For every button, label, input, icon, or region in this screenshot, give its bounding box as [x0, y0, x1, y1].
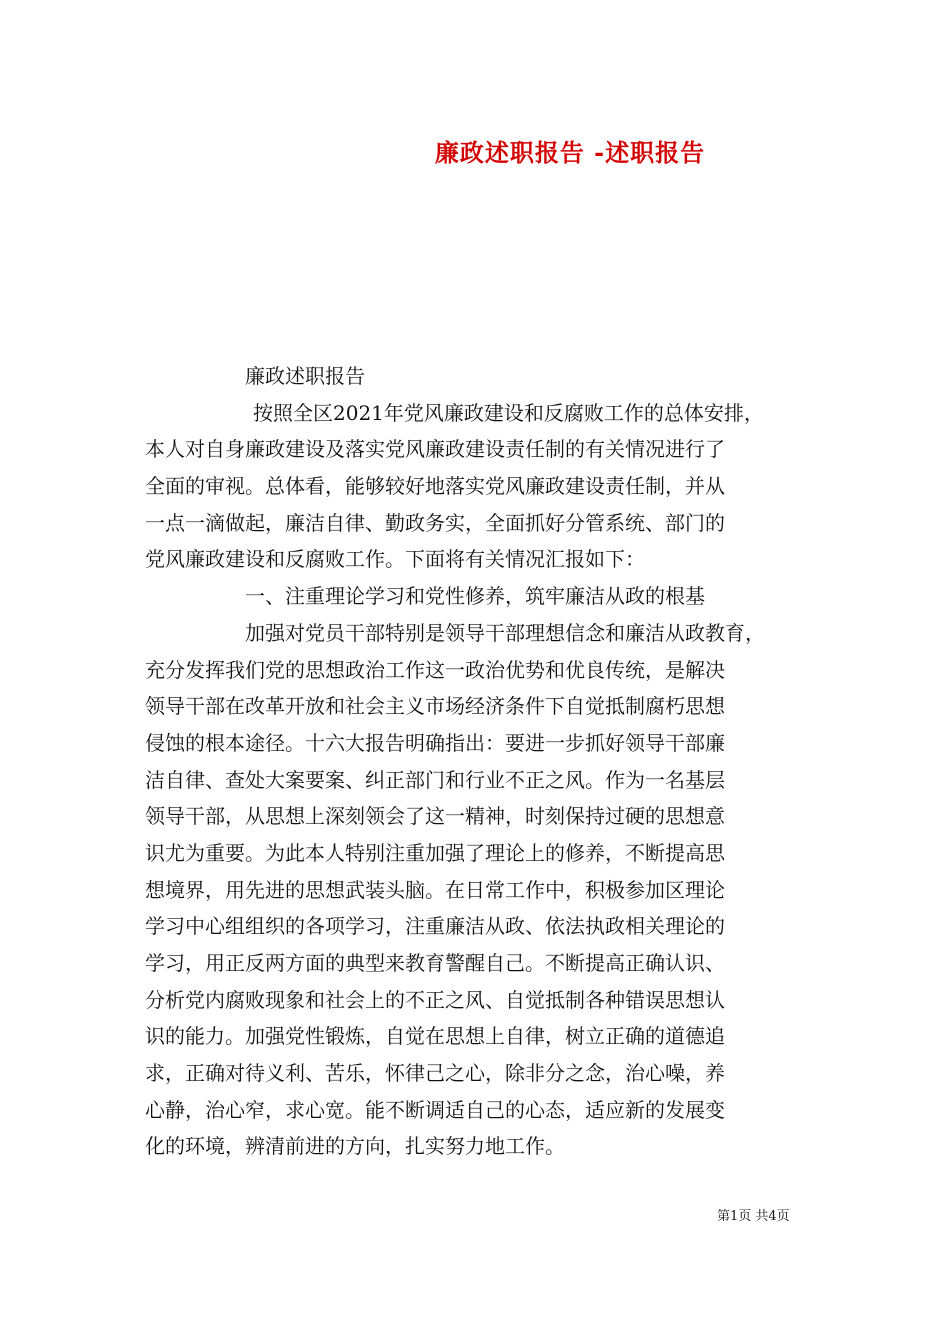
body-line: 领导干部，从思想上深刻领会了这一精神，时刻保持过硬的思想意: [145, 804, 725, 829]
body-line: 加强对党员干部特别是领导干部理想信念和廉洁从政教育，: [245, 620, 765, 645]
body-line: 识尤为重要。为此本人特别注重加强了理论上的修养，不断提高思: [145, 840, 725, 865]
body-line: 充分发挥我们党的思想政治工作这一政治优势和优良传统，是解决: [145, 657, 725, 682]
body-line: 分析党内腐败现象和社会上的不正之风、自觉抵制各种错误思想认: [145, 987, 725, 1012]
body-line: 一点一滴做起，廉洁自律、勤政务实，全面抓好分管系统、部门的: [145, 510, 725, 535]
body-line: 识的能力。加强党性锻炼，自觉在思想上自律，树立正确的道德追: [145, 1024, 725, 1049]
document-body: [145, 358, 807, 1165]
page-number: 第1页 共4页: [717, 1209, 790, 1224]
body-line: 化的环境，辨清前进的方向，扎实努力地工作。: [145, 1134, 565, 1159]
body-line: 侵蚀的根本途径。十六大报告明确指出：要进一步抓好领导干部廉: [145, 730, 725, 755]
body-line: 领导干部在改革开放和社会主义市场经济条件下自觉抵制腐朽思想: [145, 694, 725, 719]
body-line: 求，正确对待义利、苦乐，怀律己之心，除非分之念，治心噪，养: [145, 1061, 725, 1086]
section-heading: 一、注重理论学习和党性修养，筑牢廉洁从政的根基: [245, 584, 705, 609]
body-line: 想境界，用先进的思想武装头脑。在日常工作中，积极参加区理论: [145, 877, 725, 902]
report-heading: 廉政述职报告: [245, 364, 365, 388]
body-line: 学习，用正反两方面的典型来教育警醒自己。不断提高正确认识、: [145, 951, 725, 975]
body-line: 党风廉政建设和反腐败工作。下面将有关情况汇报如下：: [145, 547, 645, 572]
body-line: 学习中心组组织的各项学习，注重廉洁从政、依法执政相关理论的: [145, 914, 725, 939]
body-line: 心静，治心窄，求心宽。能不断调适自己的心态，适应新的发展变: [145, 1097, 725, 1122]
body-line: 按照全区2021年党风廉政建设和反腐败工作的总体安排，: [253, 400, 764, 425]
body-line: 本人对自身廉政建设及落实党风廉政建设责任制的有关情况进行了: [145, 437, 725, 462]
page-title: 廉政述职报告 -述职报告: [434, 138, 706, 167]
body-line: 全面的审视。总体看，能够较好地落实党风廉政建设责任制，并从: [145, 474, 725, 499]
body-line: 洁自律、查处大案要案、纠正部门和行业不正之风。作为一名基层: [145, 767, 725, 792]
